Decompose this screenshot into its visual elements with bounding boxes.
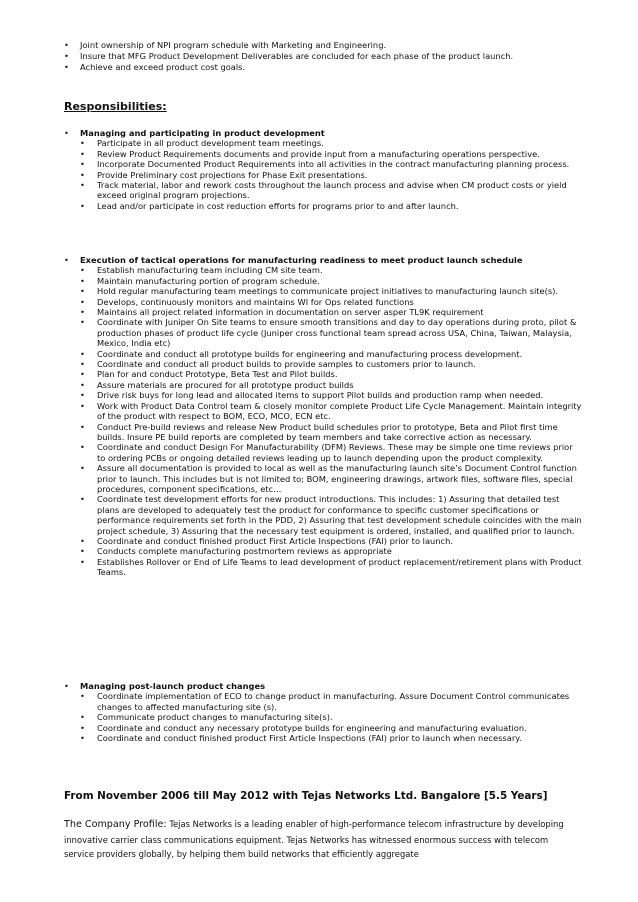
section-sublist (80, 691, 582, 743)
section-tactical-operations (62, 255, 582, 578)
section-item (62, 681, 582, 743)
list-item: • Coordinate and conduct all prototype builds for engineering and manufacturing process development. (80, 349, 582, 359)
list-item: • Coordinate and conduct all product builds to provide samples to customers prior to launch. (80, 359, 582, 369)
list-item: • Provide Preliminary cost projections for Phase Exit presentations. (80, 170, 582, 180)
list-item: • Assure all documentation is provided to local as well as the manufacturing launch site’s Document Control function prior to launch. This includes but is not limited to; BOM, engineering drawings, artwork files, software files, special procedures, component specifications, etc… (80, 463, 582, 494)
section-title: • Managing and participating in product development (80, 128, 325, 138)
section-sublist (80, 138, 582, 211)
list-item: • Track material, labor and rework costs throughout the launch process and advise when CM product costs or yield exceed original program projections. (80, 180, 582, 201)
list-item: • Coordinate and conduct finished product First Article Inspections (FAI) prior to launch when necessary. (80, 733, 582, 743)
section-post-launch-changes (62, 681, 582, 743)
list-item: • Assure materials are procured for all prototype product builds (80, 380, 582, 390)
list-item: • Conduct Pre-build reviews and release New Product build schedules prior to prototype, Beta and Pilot first time builds. Insure PE build reports are completed by team members and take corrective action as necessary. (80, 422, 582, 443)
list-item: • Coordinate with Juniper On Site teams to ensure smooth transitions and day to day operations during proto, pilot & production phases of product life cycle (Juniper cross functional team spread across USA, China, Taiwan, Malaysia, Mexico, India etc) (80, 317, 582, 348)
list-item: • Establish manufacturing team including CM site team. (80, 265, 582, 275)
list-item: • Conducts complete manufacturing postmortem reviews as appropriate (80, 546, 582, 556)
company-profile (64, 817, 579, 862)
employer-heading: From November 2006 till May 2012 with Tejas Networks Ltd. Bangalore [5.5 Years] (64, 790, 548, 802)
list-item: • Lead and/or participate in cost reduction efforts for programs prior to and after launch. (80, 201, 582, 211)
list-item: • Participate in all product development team meetings. (80, 138, 582, 148)
list-item: • Develops, continuously monitors and maintains WI for Ops related functions (80, 297, 582, 307)
list-item: • Drive risk buys for long lead and allocated items to support Pilot builds and production ramp when needed. (80, 390, 582, 400)
list-item: • Coordinate and conduct finished product First Article Inspections (FAI) prior to launch. (80, 536, 582, 546)
section-item (62, 128, 582, 211)
list-item: • Insure that MFG Product Development Deliverables are concluded for each phase of the product launch. (62, 51, 582, 62)
list-item: • Review Product Requirements documents and provide input from a manufacturing operations perspective. (80, 149, 582, 159)
list-item: • Joint ownership of NPI program schedule with Marketing and Engineering. (62, 40, 582, 51)
list-item: • Coordinate and conduct any necessary prototype builds for engineering and manufacturing evaluation. (80, 723, 582, 733)
list-item: • Coordinate implementation of ECO to change product in manufacturing. Assure Document Control communicates changes to affected manufacturing site (s). (80, 691, 582, 712)
list-item: • Incorporate Documented Product Requirements into all activities in the contract manufacturing planning process. (80, 159, 582, 169)
list-item: • Communicate product changes to manufacturing site(s). (80, 712, 582, 722)
top-bullet-list (62, 40, 582, 74)
list-item: • Hold regular manufacturing team meetings to communicate project initiatives to manufacturing launch site(s). (80, 286, 582, 296)
list-item: • Coordinate test development efforts for new product introductions. This includes: 1) Assuring that detailed test plans are developed to adequately test the product for conformance to specific customer specifications or performance requirements set forth in the PDD, 2) Assuring that test development schedule coincides with the main project schedule, 3) Assuring that the necessary test equipment is ordered, installed, and qualified prior to launch. (80, 494, 582, 536)
section-sublist (80, 265, 582, 577)
section-title: • Managing post-launch product changes (80, 681, 266, 691)
list-item: • Coordinate and conduct Design For Manufacturability (DFM) Reviews. These may be simple one time reviews prior to ordering PCBs or ongoing detailed reviews leading up to launch depending upon the product complexity. (80, 442, 582, 463)
list-item: • Achieve and exceed product cost goals. (62, 62, 582, 73)
list-item: • Plan for and conduct Prototype, Beta Test and Pilot builds. (80, 369, 582, 379)
list-item: • Maintain manufacturing portion of program schedule. (80, 276, 582, 286)
list-item: • Establishes Rollover or End of Life Teams to lead development of product replacement/retirement plans with Product Teams. (80, 557, 582, 578)
list-item: • Work with Product Data Control team & closely monitor complete Product Life Cycle Management. Maintain integrity of the product with respect to BOM, ECO, MCO, ECN etc. (80, 401, 582, 422)
responsibilities-heading: Responsibilities: (64, 100, 167, 113)
section-product-development (62, 128, 582, 211)
company-profile-text: Tejas Networks is a leading enabler of high-performance telecom infrastructure by developing innovative carrier class communications equipment. Tejas Networks has witnessed enormous success with telecom service providers globally, by helping them build networks that efficiently aggregate (64, 819, 564, 859)
list-item: • Maintains all project related information in documentation on server asper TL9K requirement (80, 307, 582, 317)
company-profile-label: The Company Profile: (64, 819, 167, 830)
section-item (62, 255, 582, 578)
section-title: • Execution of tactical operations for manufacturing readiness to meet product launch schedule (80, 255, 523, 265)
